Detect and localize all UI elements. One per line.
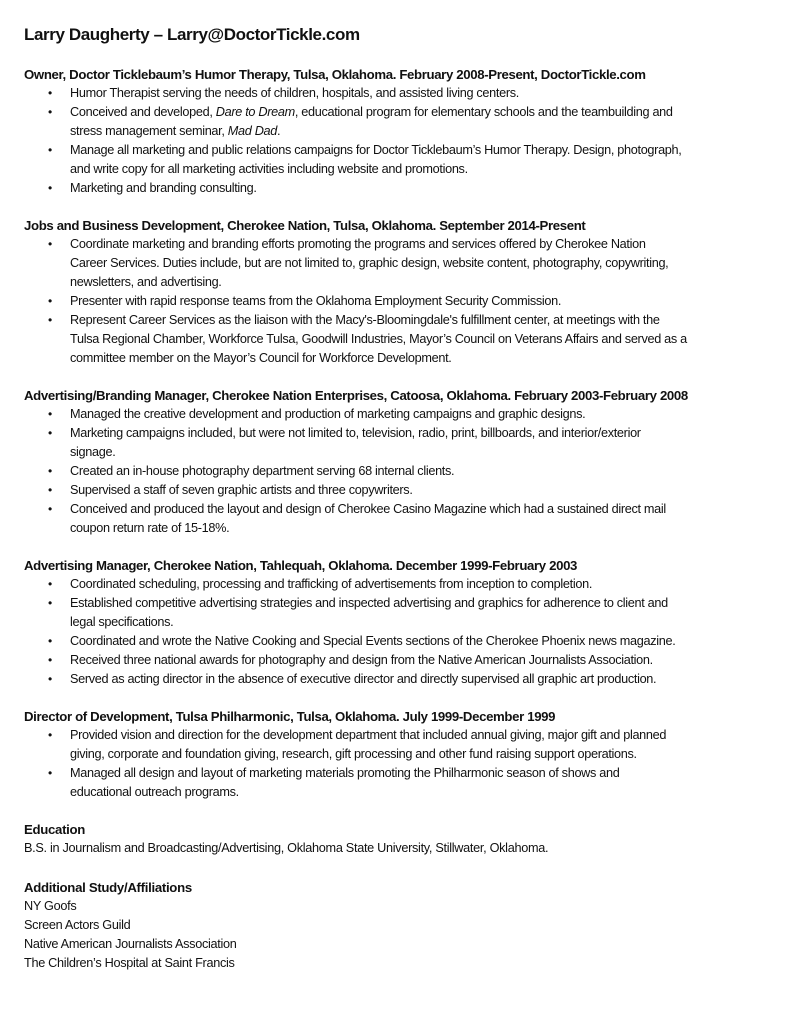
- list-item: [24, 481, 784, 500]
- bullet-text-line: Managed the creative development and production of marketing campaigns and graphic designs.: [70, 407, 586, 421]
- bullet-text-line: Humor Therapist serving the needs of children, hospitals, and assisted living centers.: [70, 86, 519, 100]
- job-entry: [24, 65, 784, 198]
- education-section: [24, 820, 784, 858]
- bullet-text-line: Supervised a staff of seven graphic artists and three copywriters.: [70, 483, 413, 497]
- affiliations-heading: Additional Study/Affiliations: [24, 880, 192, 895]
- list-item: [24, 500, 784, 538]
- bullet-text-line: Conceived and produced the layout and design of Cherokee Casino Magazine which had a sustained direct mail: [70, 502, 666, 516]
- bullet-icon: •: [48, 766, 52, 780]
- bullet-text-line: stress management seminar, Mad Dad.: [70, 124, 281, 138]
- bullet-text-line: Managed all design and layout of marketing materials promoting the Philharmonic season of shows and: [70, 766, 620, 780]
- list-item: [24, 235, 784, 292]
- bullet-icon: •: [48, 407, 52, 421]
- bullet-text-line: giving, corporate and foundation giving, research, gift processing and other fund raising support operations.: [70, 747, 637, 761]
- bullet-text-line: Coordinate marketing and branding efforts promoting the programs and services offered by Cherokee Nation: [70, 237, 646, 251]
- bullet-icon: •: [48, 596, 52, 610]
- affiliations-list: [24, 897, 784, 973]
- list-item: [24, 764, 784, 802]
- bullet-text-line: signage.: [70, 445, 116, 459]
- bullet-icon: •: [48, 181, 52, 195]
- list-item: [24, 179, 784, 198]
- list-item: [24, 632, 784, 651]
- list-item: [24, 726, 784, 764]
- bullet-text-line: educational outreach programs.: [70, 785, 239, 799]
- list-item: [24, 651, 784, 670]
- bullet-icon: •: [48, 634, 52, 648]
- italic-title: Mad Dad: [227, 124, 278, 138]
- bullet-icon: •: [48, 294, 52, 308]
- list-item: [24, 670, 784, 689]
- bullet-text-line: Tulsa Regional Chamber, Workforce Tulsa, Goodwill Industries, Mayor’s Council on Veterans Affairs and served as a: [70, 332, 687, 346]
- bullet-icon: •: [48, 313, 52, 327]
- list-item: [24, 575, 784, 594]
- job-bullets: [24, 405, 784, 538]
- bullet-text-line: newsletters, and advertising.: [70, 275, 222, 289]
- affiliations-section: [24, 878, 784, 973]
- bullet-text-line: coupon return rate of 15-18%.: [70, 521, 230, 535]
- list-item: [24, 141, 784, 179]
- job-title: Jobs and Business Development, Cherokee Nation, Tulsa, Oklahoma. September 2014-Present: [24, 218, 586, 233]
- bullet-icon: •: [48, 483, 52, 497]
- list-item: [24, 424, 784, 462]
- bullet-text-line: Coordinated scheduling, processing and trafficking of advertisements from inception to completion.: [70, 577, 593, 591]
- bullet-text-line: Provided vision and direction for the development department that included annual giving, major gift and planned: [70, 728, 667, 742]
- bullet-text-line: Received three national awards for photography and design from the Native American Journalists Association.: [70, 653, 653, 667]
- bullet-text-line: Coordinated and wrote the Native Cooking and Special Events sections of the Cherokee Phoenix news magazine.: [70, 634, 676, 648]
- job-title: Owner, Doctor Ticklebaum’s Humor Therapy, Tulsa, Oklahoma. February 2008-Present, DoctorTickle.com: [24, 67, 646, 82]
- job-entry: [24, 556, 784, 689]
- bullet-icon: •: [48, 86, 52, 100]
- bullet-icon: •: [48, 426, 52, 440]
- bullet-text-line: Established competitive advertising strategies and inspected advertising and graphics for adherence to client and: [70, 596, 668, 610]
- bullet-text-line: legal specifications.: [70, 615, 174, 629]
- bullet-text-line: Career Services. Duties include, but are not limited to, graphic design, website content, photography, copywriting,: [70, 256, 669, 270]
- list-item: [24, 405, 784, 424]
- list-item: [24, 84, 784, 103]
- resume-page: [24, 24, 784, 973]
- job-entry: [24, 386, 784, 538]
- bullet-text-line: Presenter with rapid response teams from the Oklahoma Employment Security Commission.: [70, 294, 562, 308]
- affiliation-item: Native American Journalists Association: [24, 937, 237, 951]
- education-degree: B.S. in Journalism and Broadcasting/Advertising, Oklahoma State University, Stillwater, Oklahoma.: [24, 841, 549, 855]
- bullet-text-line: Marketing and branding consulting.: [70, 181, 257, 195]
- list-item: [24, 594, 784, 632]
- bullet-icon: •: [48, 672, 52, 686]
- list-item: [24, 292, 784, 311]
- affiliation-item: The Children’s Hospital at Saint Francis: [24, 956, 235, 970]
- bullet-text-line: Marketing campaigns included, but were not limited to, television, radio, print, billboards, and interior/exterior: [70, 426, 641, 440]
- bullet-text-line: and write copy for all marketing activities including website and promotions.: [70, 162, 468, 176]
- bullet-text-line: Represent Career Services as the liaison with the Macy's-Bloomingdale's fulfillment center, at meetings with the: [70, 313, 660, 327]
- job-entry: [24, 216, 784, 368]
- list-item: [24, 311, 784, 368]
- job-bullets: [24, 575, 784, 689]
- bullet-icon: •: [48, 502, 52, 516]
- job-title: Advertising Manager, Cherokee Nation, Tahlequah, Oklahoma. December 1999-February 2003: [24, 558, 578, 573]
- bullet-text-line: committee member on the Mayor’s Council for Workforce Development.: [70, 351, 452, 365]
- italic-title: Dare to Dream: [215, 105, 295, 119]
- job-title: Advertising/Branding Manager, Cherokee Nation Enterprises, Catoosa, Oklahoma. February 2003-February 2008: [24, 388, 688, 403]
- bullet-icon: •: [48, 653, 52, 667]
- bullet-text-line: Conceived and developed, Dare to Dream, educational program for elementary schools and the teambuilding and: [70, 105, 673, 119]
- affiliation-item: NY Goofs: [24, 899, 77, 913]
- bullet-text-line: Served as acting director in the absence of executive director and directly supervised all graphic art production.: [70, 672, 657, 686]
- bullet-icon: •: [48, 577, 52, 591]
- job-entry: [24, 707, 784, 802]
- bullet-icon: •: [48, 105, 52, 119]
- list-item: [24, 103, 784, 141]
- affiliation-item: Screen Actors Guild: [24, 918, 131, 932]
- job-bullets: [24, 235, 784, 368]
- bullet-text-line: Created an in-house photography department serving 68 internal clients.: [70, 464, 455, 478]
- work-experience-list: [24, 65, 784, 802]
- bullet-icon: •: [48, 728, 52, 742]
- bullet-icon: •: [48, 143, 52, 157]
- bullet-text-line: Manage all marketing and public relations campaigns for Doctor Ticklebaum’s Humor Therapy. Design, photograph,: [70, 143, 682, 157]
- education-heading: Education: [24, 822, 86, 837]
- job-bullets: [24, 726, 784, 802]
- job-bullets: [24, 84, 784, 198]
- bullet-icon: •: [48, 237, 52, 251]
- resume-header-name-email: Larry Daugherty – Larry@DoctorTickle.com: [24, 25, 360, 44]
- job-title: Director of Development, Tulsa Philharmonic, Tulsa, Oklahoma. July 1999-December 1999: [24, 709, 556, 724]
- bullet-icon: •: [48, 464, 52, 478]
- list-item: [24, 462, 784, 481]
